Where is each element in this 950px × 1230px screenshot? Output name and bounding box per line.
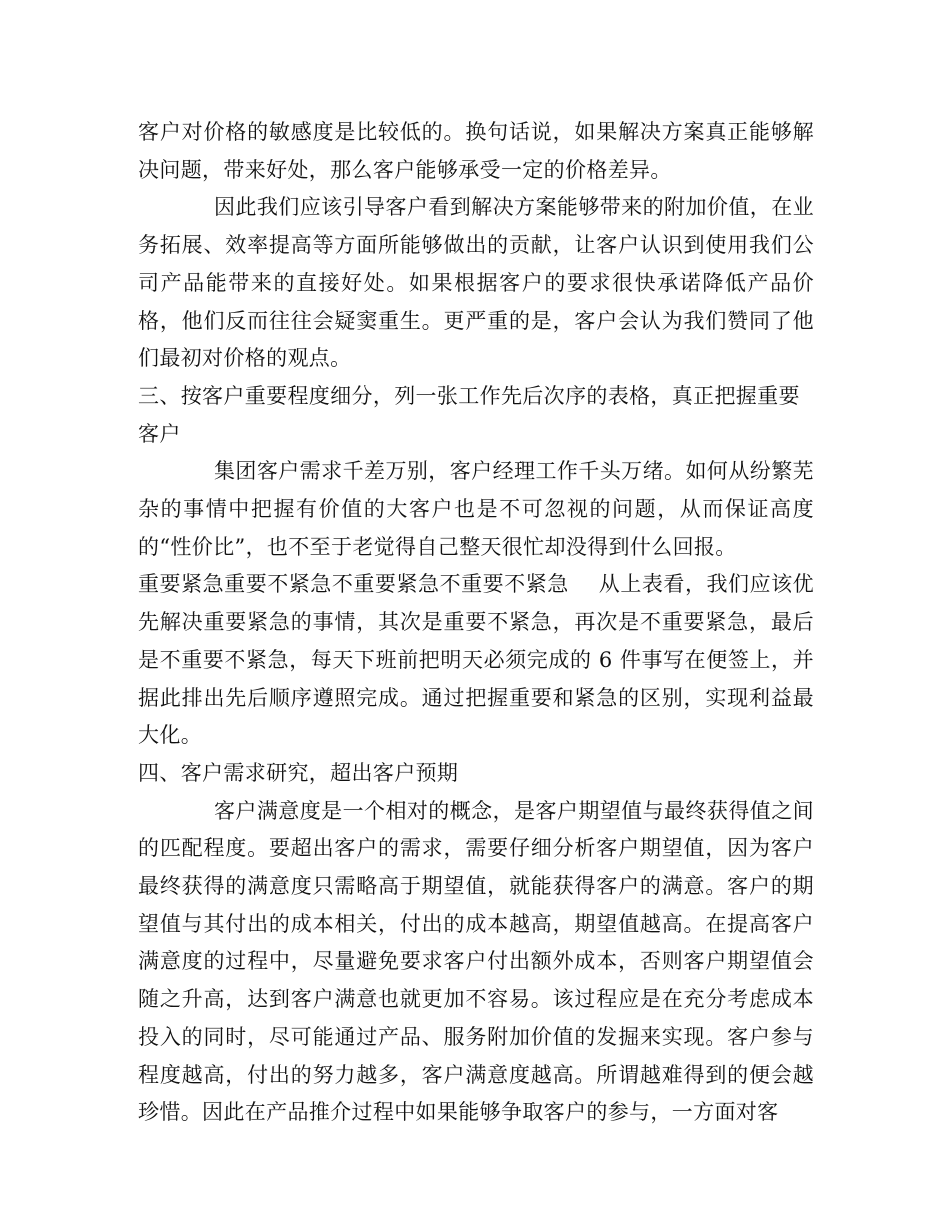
paragraph-price-sensitivity: 客户对价格的敏感度是比较低的。换句话说，如果解决方案真正能够解决问题，带来好处，那么客户能够承受一定的价格差异。 [138,120,814,182]
paragraph-added-value: 因此我们应该引导客户看到解决方案能够带来的附加价值，在业务拓展、效率提高等方面所能够做出的贡献，让客户认识到使用我们公司产品能带来的直接好处。如果根据客户的要求很快承诺降低产品价格，他们反而往往会疑窦重生。更严重的是，客户会认为我们赞同了他们最初对价格的观点。 [138,195,814,371]
document-body [138,114,814,1132]
table-cell-not-important-urgent: 不重要紧急 [331,572,440,597]
table-cell-important-urgent: 重要紧急 [138,572,225,597]
paragraph-priority-explanation: 从上表看，我们应该优先解决重要紧急的事情，其次是重要不紧急，再次是不重要紧急，最后是不重要不紧急，每天下班前把明天必须完成的 6 件事写在便签上，并据此排出先后顺序遵照完成。通过把握重要和紧急的区别，实现利益最大化。 [138,572,814,748]
table-cell-not-important-not-urgent: 不重要不紧急 [439,572,569,597]
paragraph-satisfaction: 客户满意度是一个相对的概念，是客户期望值与最终获得值之间的匹配程度。要超出客户的需求，需要仔细分析客户期望值，因为客户最终获得的满意度只需略高于期望值，就能获得客户的满意。客户的期望值与其付出的成本相关，付出的成本越高，期望值越高。在提高客户满意度的过程中，尽量避免要求客户付出额外成本，否则客户期望值会随之升高，达到客户满意也就更加不容易。该过程应是在充分考虑成本投入的同时，尽可能通过产品、服务附加价值的发掘来实现。客户参与程度越高，付出的努力越多，客户满意度越高。所谓越难得到的便会越珍惜。因此在产品推介过程中如果能够争取客户的参与，一方面对客 [138,798,814,1125]
paragraph-customer-demand: 集团客户需求千差万别，客户经理工作千头万绪。如何从纷繁芜杂的事情中把握有价值的大客户也是不可忽视的问题，从而保证高度的“性价比”，也不至于老觉得自己整天很忙却没得到什么回报。 [138,459,814,559]
paragraph-priority-table [138,566,814,755]
section-heading-3: 三、按客户重要程度细分，列一张工作先后次序的表格，真正把握重要客户 [138,383,800,446]
table-cell-important-not-urgent: 重要不紧急 [224,572,332,597]
section-heading-4: 四、客户需求研究，超出客户预期 [138,760,459,785]
